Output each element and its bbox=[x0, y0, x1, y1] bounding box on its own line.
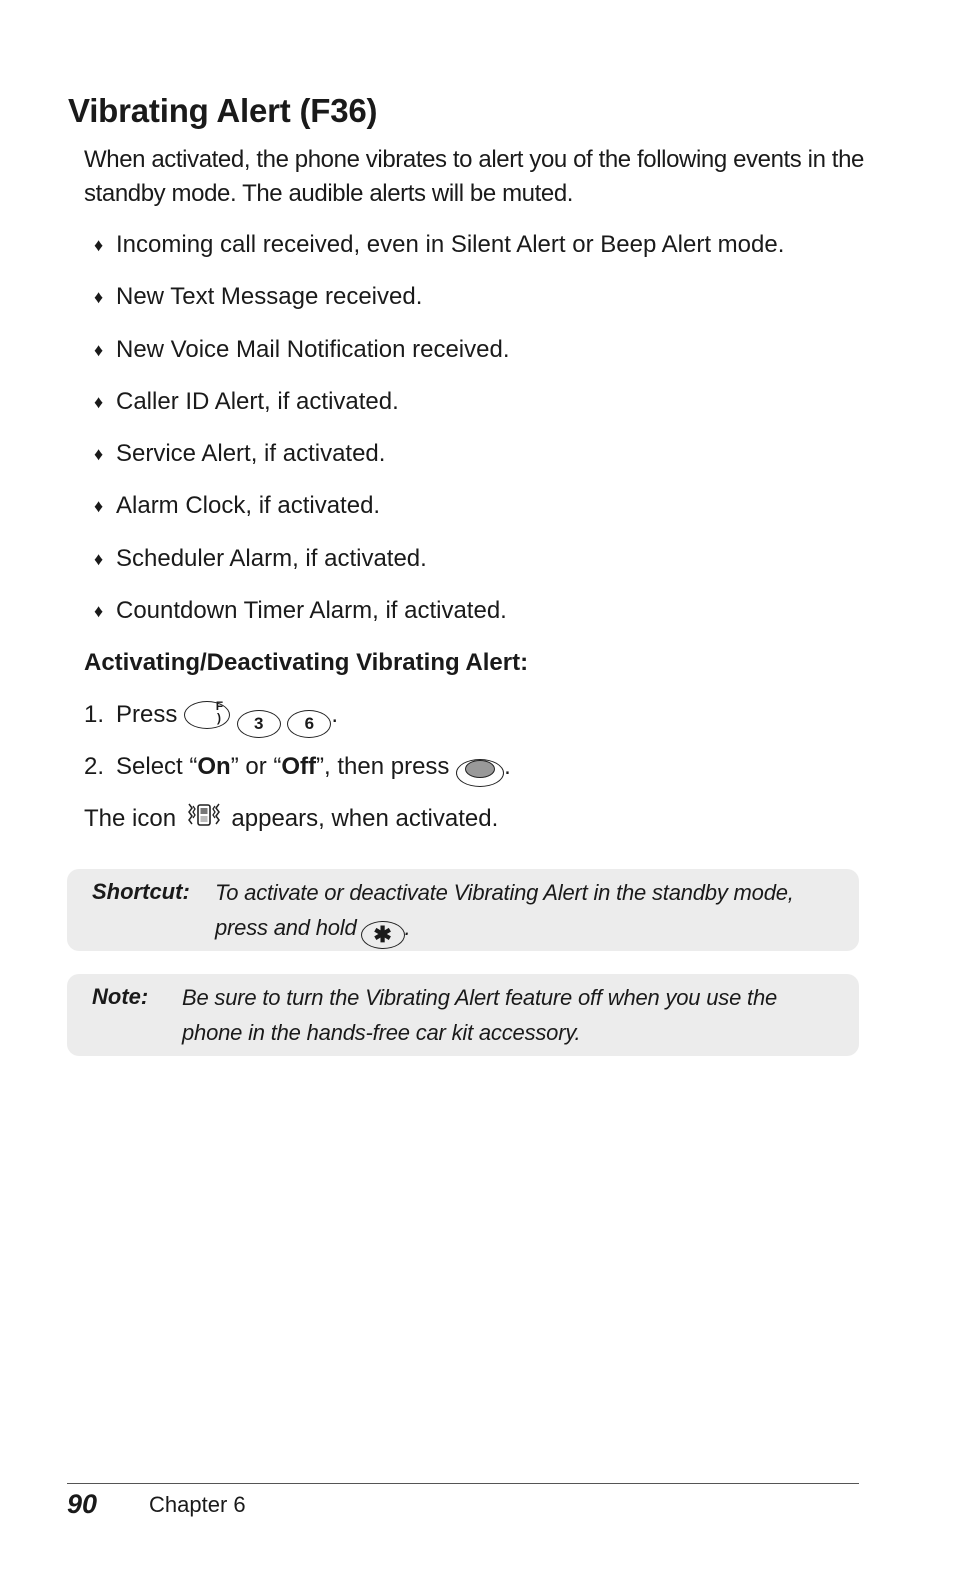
key-3-icon: 3 bbox=[237, 710, 281, 738]
ok-key-icon bbox=[456, 759, 504, 787]
event-list bbox=[94, 228, 784, 646]
diamond-bullet-icon: ♦ bbox=[94, 496, 104, 517]
note-label: Note: bbox=[92, 984, 149, 1009]
step-number: 2. bbox=[84, 753, 105, 780]
vibrate-icon bbox=[185, 802, 223, 828]
list-item: ♦ New Voice Mail Notification received. bbox=[94, 333, 784, 385]
list-item: ♦ Scheduler Alarm, if activated. bbox=[94, 542, 784, 594]
chapter-label: Chapter 6 bbox=[149, 1492, 246, 1517]
intro-paragraph: When activated, the phone vibrates to alert you of the following events in the standby mode. The audible alerts will be muted. bbox=[84, 146, 864, 207]
function-key-icon: F ) bbox=[184, 701, 230, 729]
shortcut-text: To activate or deactivate Vibrating Alert in the standby mode, press and hold ✱ . bbox=[215, 880, 794, 947]
key-6-icon: 6 bbox=[287, 710, 331, 738]
list-item: ♦ New Text Message received. bbox=[94, 280, 784, 332]
diamond-bullet-icon: ♦ bbox=[94, 235, 104, 255]
diamond-bullet-icon: ♦ bbox=[94, 444, 104, 465]
star-key-icon: ✱ bbox=[361, 921, 405, 949]
note-box bbox=[67, 974, 859, 1056]
list-item: ♦ Countdown Timer Alarm, if activated. bbox=[94, 594, 784, 646]
list-item: ♦ Service Alert, if activated. bbox=[94, 437, 784, 489]
diamond-bullet-icon: ♦ bbox=[94, 548, 104, 569]
option-off: Off bbox=[281, 753, 317, 780]
note-text: Be sure to turn the Vibrating Alert feature off when you use the phone in the hands-free car kit accessory. bbox=[182, 985, 778, 1045]
option-on: On bbox=[197, 753, 231, 780]
section-subheading: Activating/Deactivating Vibrating Alert: bbox=[84, 649, 529, 676]
list-item: ♦ Caller ID Alert, if activated. bbox=[94, 385, 784, 437]
icon-note: The icon appears, when activated. bbox=[84, 802, 498, 836]
diamond-bullet-icon: ♦ bbox=[94, 391, 104, 412]
page-title: Vibrating Alert (F36) bbox=[68, 92, 378, 129]
diamond-bullet-icon: ♦ bbox=[94, 601, 104, 622]
footer-divider bbox=[67, 1483, 859, 1484]
step-text: Press bbox=[116, 701, 178, 728]
step-1: 1. Press F ) 3 6 . bbox=[84, 698, 338, 738]
step-2: 2. Select “On” or “Off”, then press . bbox=[84, 750, 511, 787]
list-item: ♦ Alarm Clock, if activated. bbox=[94, 489, 784, 541]
diamond-bullet-icon: ♦ bbox=[94, 339, 104, 360]
list-item: ♦ Incoming call received, even in Silent Alert or Beep Alert mode. bbox=[94, 228, 784, 280]
shortcut-box bbox=[67, 869, 859, 951]
page-number: 90 bbox=[67, 1489, 98, 1519]
shortcut-label: Shortcut: bbox=[92, 879, 190, 904]
diamond-bullet-icon: ♦ bbox=[94, 287, 104, 308]
step-number: 1. bbox=[84, 701, 105, 728]
